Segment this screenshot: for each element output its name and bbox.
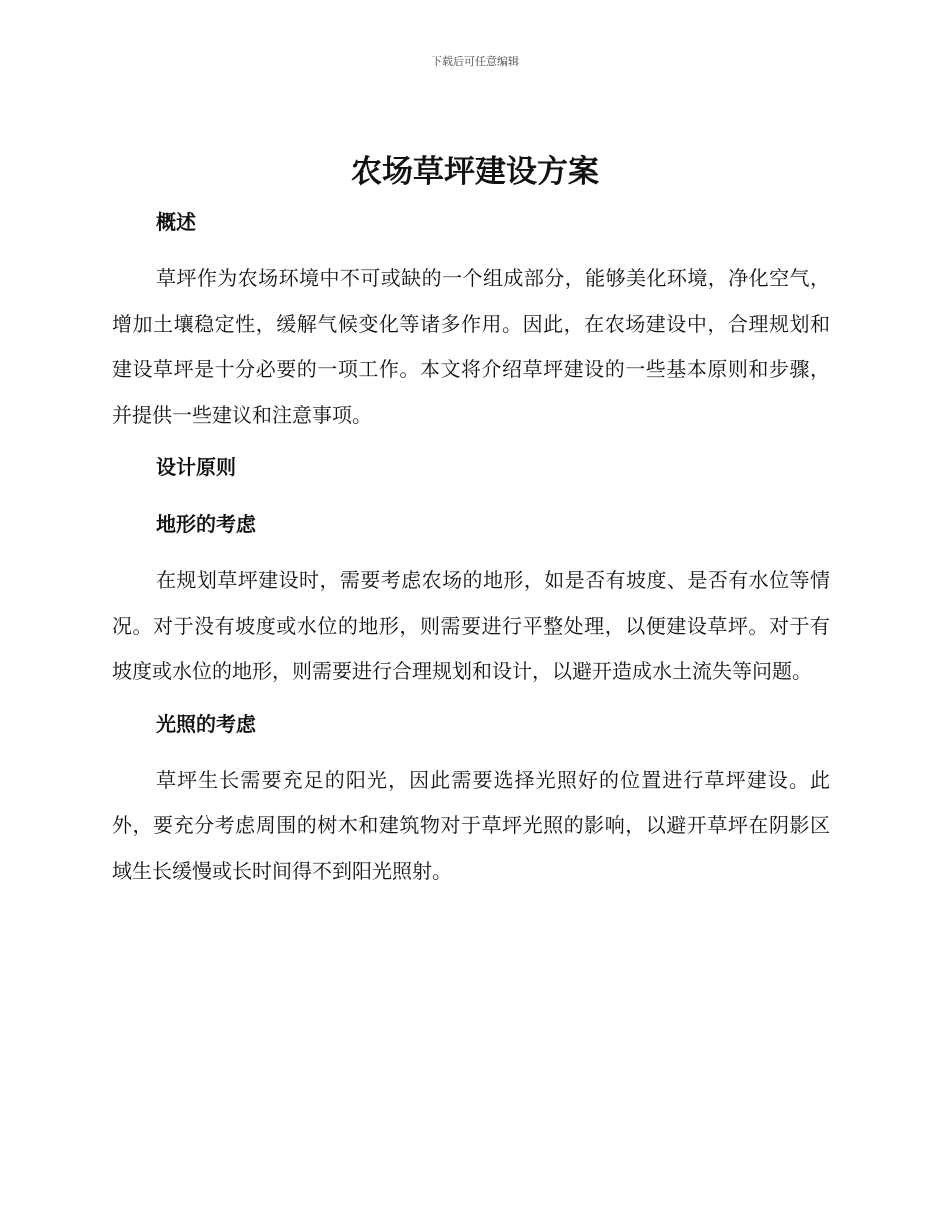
subsection-heading-terrain: 地形的考虑 <box>156 512 256 536</box>
subsection-heading-lighting: 光照的考虑 <box>156 711 256 736</box>
page-header-note: 下载后可任意编辑 <box>431 55 519 68</box>
paragraph-overview: 草坪作为农场环境中不可或缺的一个组成部分，能够美化环境，净化空气，增加土壤稳定性，缓解气候变化等诸多作用。因此，在农场建设中，合理规划和建设草坪是十分必要的一项工作。本文将介绍草坪建设的一些基本原则和步骤，并提供一些建议和注意事项。 <box>112 266 830 427</box>
document-title: 农场草坪建设方案 <box>351 154 599 190</box>
paragraph-terrain: 在规划草坪建设时，需要考虑农场的地形，如是否有坡度、是否有水位等情况。对于没有坡度或水位的地形，则需要进行平整处理，以便建设草坪。对于有坡度或水位的地形，则需要进行合理规划和设计，以避开造成水土流失等问题。 <box>112 568 830 683</box>
section-heading-design-principles: 设计原则 <box>156 455 236 479</box>
paragraph-lighting: 草坪生长需要充足的阳光，因此需要选择光照好的位置进行草坪建设。此外，要充分考虑周围的树木和建筑物对于草坪光照的影响，以避开草坪在阴影区域生长缓慢或长时间得不到阳光照射。 <box>112 767 830 883</box>
section-heading-overview: 概述 <box>156 210 196 234</box>
document-body <box>112 203 830 894</box>
